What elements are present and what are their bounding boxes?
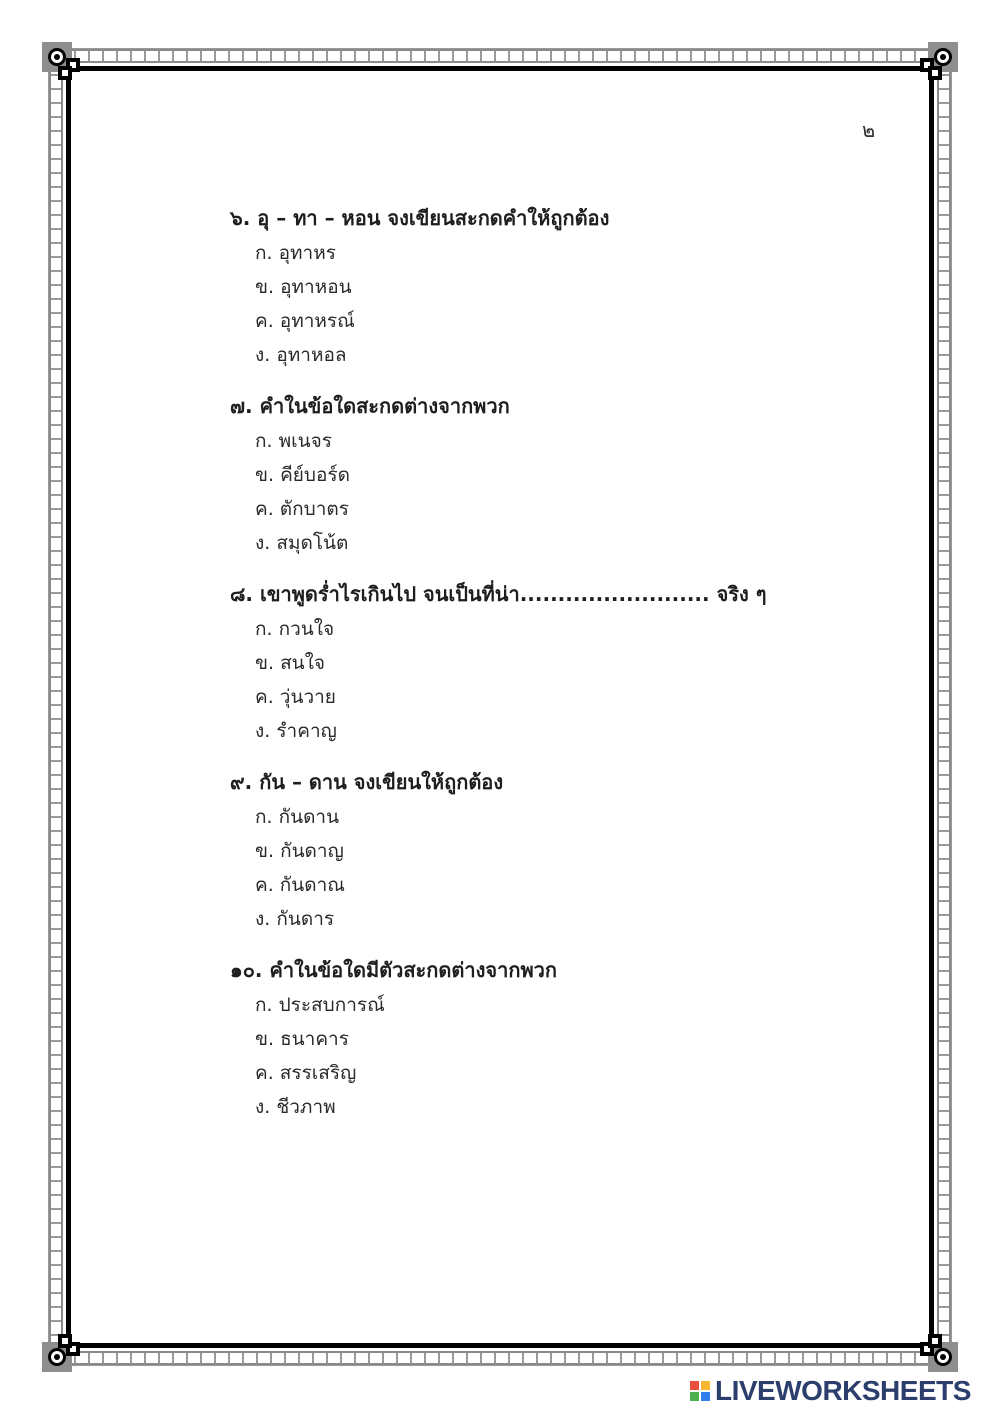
logo-square (690, 1392, 699, 1401)
frame-ladder-top (62, 49, 938, 63)
logo-square (701, 1392, 710, 1401)
question-title: ๘. เขาพูดร่ำไรเกินไป จนเป็นที่น่า......................... จริง ๆ (230, 582, 767, 606)
answer-choice[interactable]: ง. อุทาหอล (255, 344, 347, 366)
frame-ladder-right (937, 62, 951, 1352)
answer-choice[interactable]: ง. กันดาร (255, 908, 335, 930)
answer-choice[interactable]: ค. ตักบาตร (255, 498, 349, 520)
frame-corner-ornament (42, 42, 82, 82)
question-list (230, 200, 870, 1140)
question-6 (230, 200, 870, 372)
question-title: ๙. กัน – ดาน จงเขียนให้ถูกต้อง (230, 770, 504, 794)
answer-choice[interactable]: ข. ธนาคาร (255, 1028, 349, 1050)
answer-choice[interactable]: ง. สมุดโน้ต (255, 532, 349, 554)
answer-choice[interactable]: ค. กันดาณ (255, 874, 345, 896)
answer-choice[interactable]: ค. วุ่นวาย (255, 686, 336, 708)
answer-choice[interactable]: ก. กวนใจ (255, 618, 335, 640)
frame-ladder-bottom (62, 1351, 938, 1365)
answer-choice[interactable]: ข. อุทาหอน (255, 276, 352, 298)
page-number: ๒ (862, 118, 876, 142)
answer-choice[interactable]: ก. ประสบการณ์ (255, 994, 385, 1016)
frame-ladder-left (49, 62, 63, 1352)
answer-choice[interactable]: ก. พเนจร (255, 430, 332, 452)
frame-corner-ornament (42, 1332, 82, 1372)
answer-choice[interactable]: ค. อุทาหรณ์ (255, 310, 355, 332)
logo-square (701, 1381, 710, 1390)
question-10 (230, 952, 870, 1124)
question-9 (230, 764, 870, 936)
answer-choice[interactable]: ค. สรรเสริญ (255, 1062, 357, 1084)
liveworksheets-watermark (690, 1376, 971, 1406)
answer-choice[interactable]: ง. ชีวภาพ (255, 1096, 336, 1118)
frame-corner-ornament (918, 42, 958, 82)
question-8 (230, 576, 870, 748)
question-title: ๑๐. คำในข้อใดมีตัวสะกดต่างจากพวก (230, 958, 557, 982)
answer-choice[interactable]: ข. สนใจ (255, 652, 326, 674)
logo-square (690, 1381, 699, 1390)
question-title: ๗. คำในข้อใดสะกดต่างจากพวก (230, 394, 510, 418)
answer-choice[interactable]: ง. รำคาญ (255, 720, 337, 742)
question-7 (230, 388, 870, 560)
watermark-text: LIVEWORKSHEETS (715, 1375, 971, 1406)
liveworksheets-logo-icon (690, 1381, 710, 1401)
answer-choice[interactable]: ก. อุทาหร (255, 242, 336, 264)
frame-corner-ornament (918, 1332, 958, 1372)
question-title: ๖. อุ – ทา – หอน จงเขียนสะกดคำให้ถูกต้อง (230, 206, 610, 230)
answer-choice[interactable]: ข. คีย์บอร์ด (255, 464, 350, 486)
answer-choice[interactable]: ก. กันดาน (255, 806, 340, 828)
answer-choice[interactable]: ข. กันดาญ (255, 840, 344, 862)
